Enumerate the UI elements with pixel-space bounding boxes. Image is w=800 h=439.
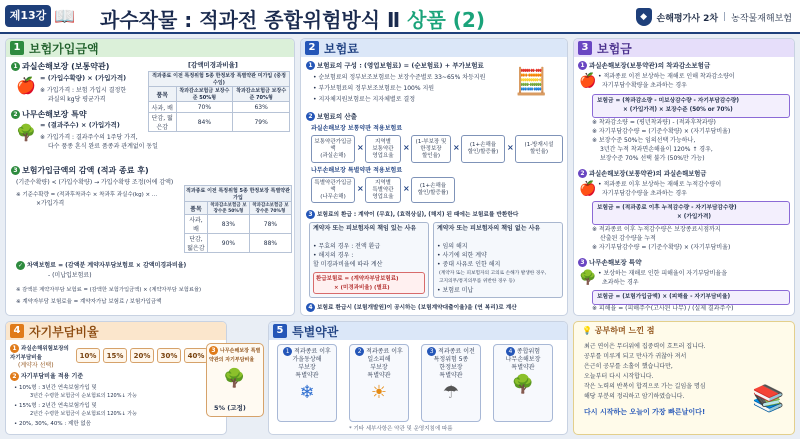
s2-a-title: 1 보험료의 구성 : (영업보험료) = (순보험료) + 부가보험료 <box>306 61 484 70</box>
table-unexpired-ratio-2 <box>184 185 292 253</box>
s4-a-title: 1 과실손해위험보장의 자기부담비율 <box>10 345 69 361</box>
times-icon: × <box>507 143 514 152</box>
formula-box: (1+손해율 할인/할증률) <box>411 177 455 203</box>
tree-icon: 🌳 <box>223 368 246 389</box>
book-icon: 📖 <box>54 7 76 27</box>
s3-b-title: 2 과실손해보장(보통약관)의 과실손해보험금 <box>578 169 706 179</box>
s2-b1-title: 과실손해보장 보통약관 적용보험료 <box>311 125 403 132</box>
s3-a-formula-box <box>592 94 790 118</box>
table-cell: 단감, 떫은감 <box>149 113 177 132</box>
books-icon: 📚 <box>752 384 785 414</box>
deductible-option: 40% <box>184 348 208 363</box>
section-header <box>269 322 567 340</box>
table-header: 착과감소보험금 보장수준 70%형 <box>233 87 290 102</box>
c1-l2: • 해지의 경우 : <box>313 252 354 259</box>
table-cell: 79% <box>233 113 290 132</box>
section-title: 자기부담비율 <box>29 324 99 339</box>
s4-c-l1: • 10%형 : 3년간 연속보험가입 및 <box>14 385 97 391</box>
table-cell: 사과, 배 <box>149 102 177 113</box>
table-cell: 83% <box>207 215 249 234</box>
table-cell: 78% <box>249 215 291 234</box>
table-cell: 단감, 떫은감 <box>185 234 208 253</box>
s2-c-title: 3 보험료의 환급 : 계약이 (무효), (효력상실), (해지) 된 때에는 보험료를 반환한다 <box>306 210 518 220</box>
study-line: 은근히 공부를 소홀이 했습니다만, <box>584 363 673 370</box>
circle-number-icon: 1 <box>306 61 315 70</box>
s4-c-title: 2 자기부담비율 적용 기준 <box>10 372 83 382</box>
s3-b-n1: ※ 적과종료 이후 누적감수량은 보장종료시점까지 <box>592 226 721 233</box>
c1-f1: 환급보험료 = (계약자부담보험료) <box>316 276 399 282</box>
table-header: 착과감소보험금 보장수준 50%형 <box>207 202 249 215</box>
s3-c-b2: 초과하는 경우 <box>602 279 639 286</box>
tree-deductible-box <box>206 343 264 417</box>
s3-c-formula-box <box>592 290 790 305</box>
deductible-option: 30% <box>157 348 181 363</box>
s2-b2-title: 나무손해보장 특별약관 적용보험료 <box>311 167 403 174</box>
table-header: 품목 <box>149 87 177 102</box>
deductible-option: 20% <box>130 348 154 363</box>
s2-a-b2: • 부가보험료의 정부보조보험료는 100% 지원 <box>313 85 435 92</box>
c2-l1: • 임의 해지 <box>437 243 468 250</box>
table-caption: 적과종료 이전 특정위험 5종 한정보장 특별약관 가입 <box>186 187 290 201</box>
section-number: 4 <box>10 324 24 338</box>
table-header: 착과감소보험금 보장수준 70%형 <box>249 202 291 215</box>
section-title: 보험금 <box>597 41 632 56</box>
s4-b-value: 5% (고정) <box>214 404 246 412</box>
times-icon: × <box>403 184 410 193</box>
c2-l5: 고지의무/통지의무를 위반한 경우 등) <box>439 279 515 284</box>
s3-b-f1: 보험금 = (적과종료 이후 누적감수량 - 자기부담감수량) <box>597 205 737 211</box>
page-title <box>100 4 485 33</box>
s3-a-f2: × (가입가격) × 보장수준 (50% or 70%) <box>623 107 733 113</box>
table-caption: 적과종료 이전 특정위험 5종 한정보장 특별약관 미가입 (중정수임) <box>149 72 290 87</box>
s1-a-note2: 과실의 kg당 평균가격 <box>48 96 106 103</box>
s3-a-n2: ※ 자기부담감수량 = (기준수확량) × (자기부담비율) <box>592 128 731 135</box>
deductible-option: 10% <box>76 348 100 363</box>
s3-b-n2: 산출된 감수량을 누적 <box>600 235 656 242</box>
s3-a-f1: 보험금 = (착과감소량 - 미보상감수량 - 자기부담감수량) <box>597 98 739 104</box>
apple-icon: 🍎 <box>579 73 597 89</box>
study-line: 작은 노력의 반복이 합격으로 가는 길임을 명심 <box>584 383 706 390</box>
lesson-badge: 제13강 <box>5 5 51 27</box>
table-cell: 63% <box>233 102 290 113</box>
s1-c-line1: (기준수확량) < (가입수확량) → 가입수확량 조정(어에 감액) <box>16 179 174 186</box>
s3-c-b1: • 보상하는 재해로 인한 피해율이 자기부담비율을 <box>598 270 727 277</box>
circle-number-icon: 3 <box>11 166 20 175</box>
refund-with-fault-box <box>309 222 429 298</box>
table-row <box>185 234 292 253</box>
table-header: 품목 <box>185 202 208 215</box>
table-cell: 90% <box>207 234 249 253</box>
table-cell: 84% <box>176 113 233 132</box>
s2-a-b3: • 지자체지원보험료는 지자체별로 결정 <box>313 96 415 103</box>
s3-b-b1: • 적과종료 이후 보상하는 재해로 누적감수량이 <box>598 181 722 188</box>
study-closing: 다시 시작하는 오늘이 가장 빠른날이다! <box>584 408 706 416</box>
c2-title: 계약자 또는 피보험자의 책임 없는 사유 <box>437 225 541 232</box>
s3-c-n1: ※ 피해율 = (피해주수(고사된 나무) / (실제 결과주수) <box>592 305 734 312</box>
s1-c-title2: ✓ 차액보험료 = (감액분 계약자부담보험료 × 감액미경과비율) <box>17 262 187 269</box>
circle-number-icon: 3 <box>427 347 436 356</box>
divider: | <box>723 12 727 22</box>
circle-number-icon: 2 <box>578 169 587 178</box>
section-header <box>6 322 226 340</box>
s1-b-title: 2 나무손해보장 특약 <box>11 109 87 120</box>
section-number: 1 <box>10 41 24 55</box>
c1-title: 계약자 또는 피보험자의 책임 있는 사유 <box>313 225 417 232</box>
s4-c-l3: • 15%형 : 2년간 연속보험가입 및 <box>14 403 97 409</box>
s1-c-line2: ※ 기준수확량 = (적과후착과수 × 착과후 과실수(kg) × ... <box>16 192 158 198</box>
circle-number-icon: 1 <box>10 344 19 353</box>
section-number: 2 <box>305 41 319 55</box>
study-line: 최근 연이은 무더위에 집중력이 흐트러 집니다. <box>584 343 706 350</box>
formula-box: (1-부보장 및 한정보장 할인율) <box>411 135 451 163</box>
special-term-card: 2 적과종료 이후 일소피해 부보장 특별약관 ☀ <box>349 344 409 422</box>
s1-c-line3: ×가입가격 <box>36 200 65 207</box>
s1-a-formula: = (가입수확량) × (가입가격) <box>40 74 127 82</box>
s1-b-note2: 다수 품종 혼식 완료 품종과 관계없이 동일 <box>48 143 158 150</box>
s3-b-f2: × (가입가격) <box>677 214 711 220</box>
table-row <box>149 113 290 132</box>
s4-b-title: 3 나무손해보장 특별약관의 자기부담비율 <box>209 347 261 363</box>
s1-c-line5: ※ 감액분 계약자부담 보험료 = (감액한 보험가입금액) × (계약자부담 보험료율) <box>16 287 202 293</box>
s1-b-formula: = (결과주수) × (가입가격) <box>40 121 120 129</box>
circle-number-icon: 2 <box>306 112 315 121</box>
org-sub: 농작물재해보험 <box>731 13 792 24</box>
times-icon: × <box>403 143 410 152</box>
circle-number-icon: 2 <box>10 372 19 381</box>
special-term-card: 3 적과종료 이전 특정위험 5종 한정보장 특별약관 ☂ <box>421 344 481 422</box>
formula-box: (1-방재시설 할인율) <box>515 135 563 163</box>
times-icon: × <box>453 143 460 152</box>
title-main: 과수작물 : 적과전 종합위험방식 Ⅱ <box>100 8 401 32</box>
circle-number-icon: 3 <box>306 210 315 219</box>
calculator-icon: 🧮 <box>515 67 548 97</box>
study-note <box>573 321 795 435</box>
section-claims <box>573 38 795 316</box>
tree-icon: 🌳 <box>16 123 36 142</box>
s3-b-b2: 자기부담감수량을 초과하는 경우 <box>602 190 687 197</box>
check-icon: ✓ <box>17 262 24 269</box>
refund-formula-box <box>313 272 425 294</box>
table-unexpired-ratio-1 <box>148 71 290 132</box>
table-row <box>149 102 290 113</box>
table-cell: 88% <box>249 234 291 253</box>
formula-box: (1+손해율 할인/할증률) <box>461 135 505 163</box>
s3-a-n1: ※ 착과감소량 = (평년착과량) - (적과후착과량) <box>592 119 716 126</box>
section-premium <box>300 38 568 316</box>
c1-f2: × (미경과비율) (별표) <box>334 285 390 291</box>
s3-a-n3: ※ 보장수준 50%는 임의선택 가능하나, <box>592 137 696 144</box>
shield-icon: ◆ <box>636 8 652 26</box>
lightbulb-icon: 💡 <box>582 326 592 335</box>
study-title: 💡 공부하며 느낀 점 <box>582 326 655 335</box>
section-header <box>301 39 567 57</box>
s2-d-title: 4 보험료 환급시 (보험개발원)이 공시하는 (보험계약대출이율)을 (연 복리)로 계산 <box>306 303 517 313</box>
apple-icon: 🍎 <box>579 181 597 197</box>
study-line: 공부를 미루게 되고 만사가 귀찮아 져서 <box>584 353 687 360</box>
c2-l2: • 사기에 의한 계약 <box>437 252 487 259</box>
s4-c-l5: • 20%, 30%, 40% : 제한 없음 <box>14 421 92 427</box>
page-header <box>0 0 800 34</box>
s3-a-title: 1 과실손해보장(보통약관)의 착과감소보험금 <box>578 61 710 70</box>
formula-box: 지역별 보통약관 영업요율 <box>365 135 401 163</box>
s2-a-b1: • 순보험료의 정부보조보험료는 보장수준별로 33~65% 차등지원 <box>313 74 486 81</box>
s1-a-title: 1 과실손해보장 (보통약관) <box>11 61 109 72</box>
c1-l1: • 무효의 경우 : 전액 환급 <box>313 243 381 250</box>
c2-l4: (계약자 또는 피보험자의 고의로 손해가 발생한 경우, <box>439 271 547 276</box>
formula-box: 특별약관가입금액 (나무손해) <box>311 177 355 203</box>
section-number: 3 <box>578 41 592 55</box>
s5-note: * 기타 세부사항은 약관 및 운영지침에 따름 <box>349 426 453 432</box>
refund-without-fault-box <box>433 222 563 298</box>
tree-icon: 🌳 <box>511 374 535 395</box>
s3-c-title: 3 나무손해보장 특약 <box>578 258 642 267</box>
circle-number-icon: 4 <box>506 347 515 356</box>
c2-l6: • 보험료 미납 <box>437 287 474 294</box>
deductible-option: 15% <box>103 348 127 363</box>
table1-title: [감액미경과비율] <box>188 61 238 69</box>
s4-c-l2: 3년간 수령한 보험금이 순보험료의 120%↓ 가능 <box>30 393 137 399</box>
circle-number-icon: 4 <box>306 303 315 312</box>
s3-b-formula-box <box>592 201 790 225</box>
circle-number-icon: 3 <box>209 346 218 355</box>
circle-number-icon: 2 <box>355 347 364 356</box>
s1-b-note1: ※ 가입가격 : 결과주수의 1주당 가격, <box>40 134 138 141</box>
s3-a-n5: 보장수준 70% 선택 불가 (50%만 가능) <box>600 155 705 162</box>
section-deductible <box>5 321 227 435</box>
c2-l3: • 중대 사유로 인한 해지 <box>437 261 501 268</box>
s1-c-title: 3 보험가입금액의 감액 (적과 종료 후) <box>11 165 149 176</box>
title-accent: 상품 (2) <box>407 8 485 32</box>
section-header <box>574 39 794 57</box>
section-insured-amount <box>5 38 295 316</box>
section-header <box>6 39 294 57</box>
formula-box: 보통약관가입금액 (과실손해) <box>311 135 355 163</box>
study-line: 오늘부터 다시 시작합니다. <box>584 373 654 380</box>
section-title: 보험료 <box>324 41 359 56</box>
sun-icon: ☀ <box>370 382 388 403</box>
table-row <box>185 215 292 234</box>
formula-box: 지역별 특별약관 영업요율 <box>365 177 401 203</box>
snowflake-icon: ❄ <box>299 382 315 403</box>
s3-c-f1: 보험금 = (보험가입금액) × (피해율 - 자기부담비율) <box>597 294 731 300</box>
s3-a-b1: • 적과종료 이전 보상하는 재해로 인해 착과감소량이 <box>598 73 735 80</box>
special-term-card: 4 종합위험 나무손해보장 특별약관 🌳 <box>493 344 553 422</box>
circle-number-icon: 2 <box>11 110 20 119</box>
s3-a-b2: 자기부담수확량을 초과하는 경우 <box>602 82 687 89</box>
times-icon: × <box>357 184 364 193</box>
section-title: 특별약관 <box>292 324 339 339</box>
table-header: 착과감소보험금 보장수준 50%형 <box>176 87 233 102</box>
s4-c-l4: 2년간 수령한 보험금이 순보험료의 120%↓ 가능 <box>30 411 137 417</box>
table-cell: 사과, 배 <box>185 215 208 234</box>
org-block <box>636 8 792 26</box>
tree-icon: 🌳 <box>579 270 597 286</box>
s3-a-n4: 3년간 누적 착과면손해율이 120% ↑ 경우, <box>600 146 713 153</box>
special-term-card: 1 적과종료 이후 가을동상해 부보장 특별약관 ❄ <box>277 344 337 422</box>
section-title: 보험가입금액 <box>29 41 99 56</box>
storm-icon: ☂ <box>442 382 460 403</box>
times-icon: × <box>357 143 364 152</box>
table-cell: 70% <box>176 102 233 113</box>
section-special-terms <box>268 321 568 435</box>
s1-c-line6: ※ 계약자부담 보험료율 = 계약자가납 보험료 / 보험가입금액 <box>16 299 162 305</box>
s3-b-n3: ※ 자기부담감수량 = (기준수확량) × (자기부담비율) <box>592 244 731 251</box>
study-line: 해당 부분의 정리하고 암기하였습니다. <box>584 393 685 400</box>
s4-a-sub: (계약자 선택) <box>18 362 54 369</box>
s1-a-note1: ※ 가입가격 : 보험 가입시 결정한 <box>40 87 127 94</box>
section-number: 5 <box>273 324 287 338</box>
circle-number-icon: 1 <box>578 61 587 70</box>
circle-number-icon: 1 <box>283 347 292 356</box>
s2-b-title: 2 보험료의 산출 <box>306 112 357 121</box>
circle-number-icon: 1 <box>11 62 20 71</box>
apple-icon: 🍎 <box>16 76 36 95</box>
circle-number-icon: 3 <box>578 258 587 267</box>
org-name: 손해평가사 2차 <box>656 13 719 24</box>
c1-l3: 할 미경과비율에 따라 계산 <box>313 261 383 268</box>
s1-c-line4: - (미납입보험료) <box>48 272 92 279</box>
